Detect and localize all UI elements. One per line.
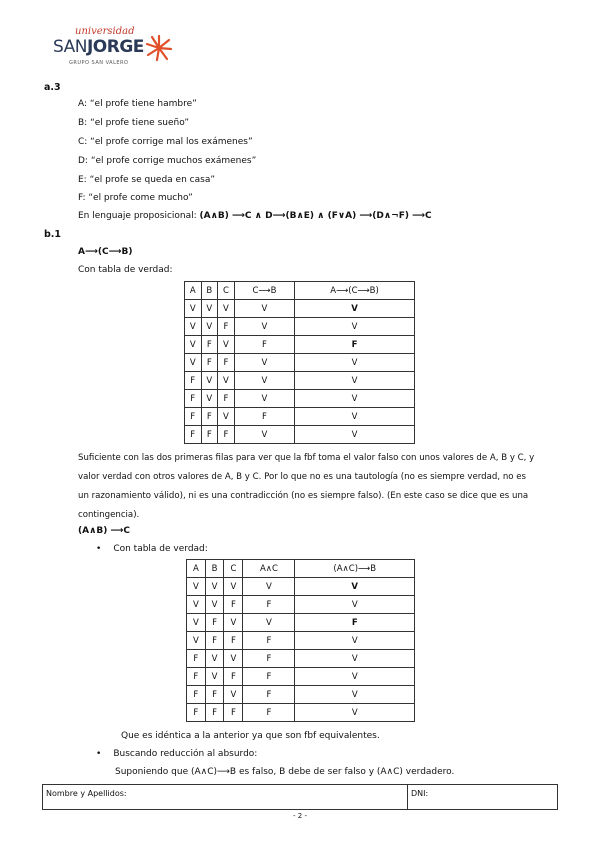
- table-cell: V: [295, 372, 415, 390]
- table-cell: F: [224, 704, 243, 722]
- table-cell: V: [205, 668, 224, 686]
- table-cell: F: [234, 408, 294, 426]
- table-cell: V: [185, 318, 202, 336]
- table-header-cell: B: [201, 282, 218, 300]
- propositional-language-line: En lenguaje proposicional: (A∧B) ⟶C ∧ D⟶(B∧E) ∧ (F∨A) ⟶(D∧¬F) ⟶C: [78, 211, 432, 221]
- table-cell: F: [185, 426, 202, 444]
- truth-table-2: [186, 559, 415, 722]
- table-row: [187, 686, 415, 704]
- table-row: [187, 614, 415, 632]
- formula-2: (A∧B) ⟶C: [78, 526, 131, 536]
- logo-subtitle: GRUPO SAN VALERO: [69, 60, 129, 66]
- table-cell: V: [201, 300, 218, 318]
- logo-name: SANJORGE: [53, 37, 144, 57]
- table-row: [185, 300, 415, 318]
- table-cell: F: [205, 704, 224, 722]
- table-cell: F: [201, 426, 218, 444]
- table-cell: F: [205, 686, 224, 704]
- table-cell: F: [243, 686, 295, 704]
- formula-1: A⟶(C⟶B): [78, 247, 133, 257]
- table-cell: F: [187, 686, 206, 704]
- table-cell: V: [295, 650, 415, 668]
- section-heading-a3: a.3: [44, 82, 61, 93]
- table-row: [187, 632, 415, 650]
- table-cell: V: [295, 426, 415, 444]
- table-row: [185, 372, 415, 390]
- table-cell: V: [243, 578, 295, 596]
- table-cell: V: [187, 596, 206, 614]
- table-header-cell: C: [218, 282, 235, 300]
- table-row: [187, 668, 415, 686]
- university-logo: [45, 26, 175, 74]
- table-cell: V: [295, 596, 415, 614]
- table-cell: F: [224, 668, 243, 686]
- table-cell: F: [185, 390, 202, 408]
- table-row: [185, 408, 415, 426]
- table-cell: V: [234, 390, 294, 408]
- table-cell: F: [224, 632, 243, 650]
- table-cell: F: [243, 596, 295, 614]
- table-cell: F: [218, 318, 235, 336]
- table-header-row: [187, 560, 415, 578]
- table-cell: F: [295, 336, 415, 354]
- table-header-cell: A⟶(C⟶B): [295, 282, 415, 300]
- table-cell: F: [218, 354, 235, 372]
- table-cell: V: [224, 650, 243, 668]
- table-cell: V: [185, 300, 202, 318]
- table-cell: F: [218, 390, 235, 408]
- section-heading-b1: b.1: [44, 229, 62, 240]
- table-cell: V: [234, 426, 294, 444]
- table-cell: F: [243, 668, 295, 686]
- table-cell: V: [205, 596, 224, 614]
- table-row: [185, 318, 415, 336]
- table-cell: V: [295, 632, 415, 650]
- table-header-cell: A: [187, 560, 206, 578]
- table-cell: V: [187, 614, 206, 632]
- table-cell: V: [205, 650, 224, 668]
- table-header-cell: A: [185, 282, 202, 300]
- table-cell: F: [243, 632, 295, 650]
- proposition-f: F: “el profe come mucho”: [78, 193, 193, 203]
- table-cell: F: [201, 408, 218, 426]
- table-cell: F: [187, 650, 206, 668]
- table-cell: F: [218, 426, 235, 444]
- table-cell: V: [218, 300, 235, 318]
- table-cell: V: [187, 632, 206, 650]
- table-cell: V: [234, 300, 294, 318]
- name-field-label: Nombre y Apellidos:: [46, 789, 127, 798]
- table-intro: Con tabla de verdad:: [78, 265, 173, 275]
- proposition-e: E: “el profe se queda en casa”: [78, 175, 215, 185]
- table-cell: F: [295, 614, 415, 632]
- table-row: [185, 426, 415, 444]
- table-row: [187, 650, 415, 668]
- bullet-reduction: • Buscando reducción al absurdo:: [96, 749, 258, 759]
- table-cell: V: [224, 686, 243, 704]
- table-cell: V: [295, 668, 415, 686]
- table-cell: F: [187, 668, 206, 686]
- table-row: [187, 596, 415, 614]
- table-cell: V: [234, 354, 294, 372]
- table-cell: V: [185, 336, 202, 354]
- table-cell: V: [295, 300, 415, 318]
- table-cell: V: [295, 390, 415, 408]
- table-cell: V: [295, 318, 415, 336]
- supposition-line: Suponiendo que (A∧C)⟶B es falso, B debe de ser falso y (A∧C) verdadero.: [115, 767, 455, 777]
- table-cell: F: [224, 596, 243, 614]
- table-row: [185, 354, 415, 372]
- table-cell: V: [234, 318, 294, 336]
- table-cell: F: [243, 650, 295, 668]
- table-cell: V: [295, 354, 415, 372]
- table-header-cell: (A∧C)⟶B: [295, 560, 415, 578]
- star-logo-icon: [145, 34, 173, 62]
- table-row: [185, 390, 415, 408]
- table-row: [187, 578, 415, 596]
- dni-field-label: DNI:: [411, 789, 429, 798]
- table-cell: V: [218, 372, 235, 390]
- table-header-cell: A∧C: [243, 560, 295, 578]
- table-header-cell: C⟶B: [234, 282, 294, 300]
- logo-top-text: universidad: [75, 26, 135, 37]
- table-cell: V: [234, 372, 294, 390]
- table-cell: V: [218, 408, 235, 426]
- table-cell: V: [295, 578, 415, 596]
- table-cell: V: [201, 372, 218, 390]
- table-cell: V: [295, 704, 415, 722]
- table-cell: F: [234, 336, 294, 354]
- bullet-truth-table: • Con tabla de verdad:: [96, 544, 208, 554]
- page-number: - 2 -: [293, 812, 307, 820]
- table-cell: F: [185, 372, 202, 390]
- table-cell: V: [218, 336, 235, 354]
- table-row: [185, 336, 415, 354]
- proposition-d: D: “el profe corrige muchos exámenes”: [78, 156, 257, 166]
- table-cell: V: [243, 614, 295, 632]
- table-header-row: [185, 282, 415, 300]
- table-cell: F: [205, 632, 224, 650]
- table-cell: F: [201, 354, 218, 372]
- table-cell: F: [187, 704, 206, 722]
- table-header-cell: C: [224, 560, 243, 578]
- table-cell: V: [187, 578, 206, 596]
- explanation-paragraph: Suficiente con las dos primeras filas para ver que la fbf toma el valor falso con unos valores de A, B y C, y valor verdad con otros valores de A, B y C. Por lo que no es una tautología (no es siempre verdad, no es un razonamiento válido), ni es una contradicción (no es siempre falso). (En este caso se dice que es una contingencia).: [78, 453, 535, 520]
- table-row: [187, 704, 415, 722]
- student-info-box: [42, 784, 558, 810]
- table-cell: F: [201, 336, 218, 354]
- table-cell: F: [243, 704, 295, 722]
- proposition-a: A: “el profe tiene hambre”: [78, 99, 197, 109]
- table-cell: F: [185, 408, 202, 426]
- table-cell: V: [295, 408, 415, 426]
- table-cell: V: [224, 578, 243, 596]
- propositional-formula: (A∧B) ⟶C ∧ D⟶(B∧E) ∧ (F∨A) ⟶(D∧¬F) ⟶C: [199, 211, 432, 221]
- proposition-b: B: “el profe tiene sueño”: [78, 118, 190, 128]
- proposition-c: C: “el profe corrige mal los exámenes”: [78, 137, 253, 147]
- table-cell: V: [295, 686, 415, 704]
- table-cell: V: [185, 354, 202, 372]
- truth-table-1: [184, 281, 415, 444]
- table-cell: V: [224, 614, 243, 632]
- table-header-cell: B: [205, 560, 224, 578]
- equivalence-note: Que es idéntica a la anterior ya que son fbf equivalentes.: [121, 731, 380, 741]
- table-cell: V: [201, 318, 218, 336]
- table-cell: V: [201, 390, 218, 408]
- table-cell: F: [205, 614, 224, 632]
- table-cell: V: [205, 578, 224, 596]
